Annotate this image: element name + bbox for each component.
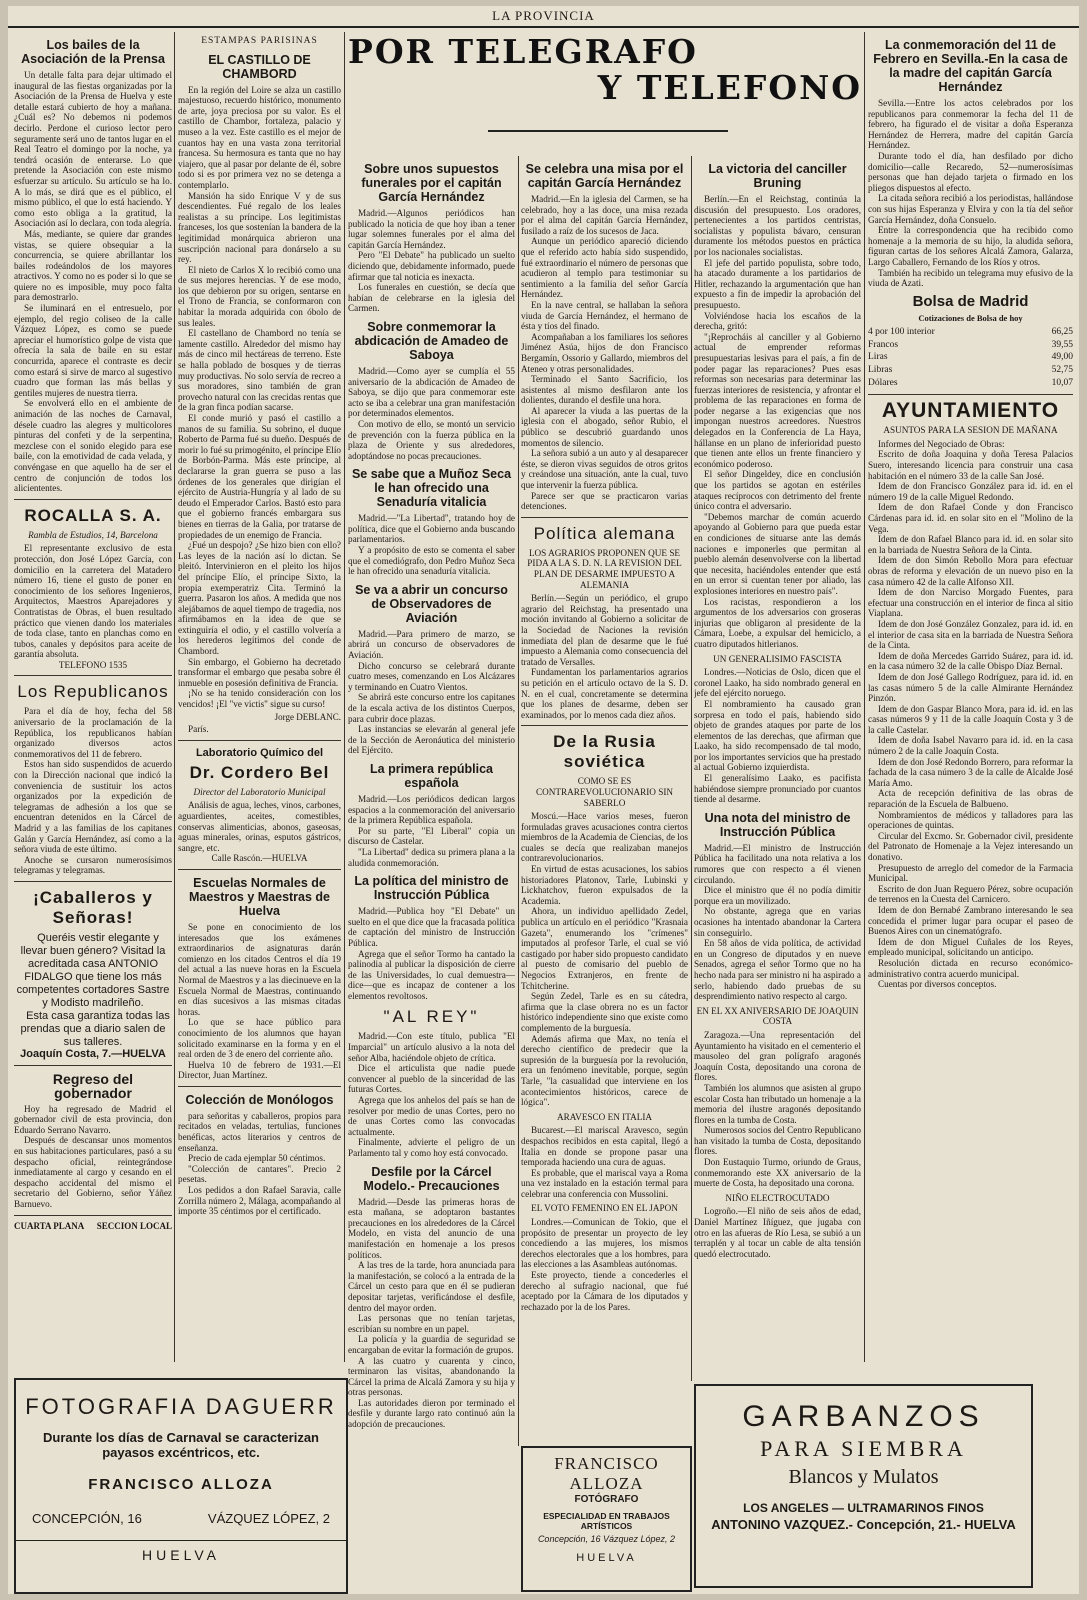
bolsa-value: 49,00: [1051, 352, 1073, 363]
article-headline: La primera república española: [370, 761, 493, 790]
article-paragraph: Idem de don Simón Rebollo Mora para efectuar obras de reforma y elevación de un nuevo piso en la casa número 42 de la calle Alfonso XII.: [868, 555, 1073, 587]
article-paragraph: Idem de don Miguel Cuñales de los Reyes, empleado municipal, solicitando un anticipo.: [868, 936, 1073, 958]
article-paragraph: Idem de don Bernabé Zambrano interesando le sea concedida el primer lugar para ocupar el paseo de Buenos Aires con un cinematógrafo.: [868, 904, 1073, 937]
bolsa-label: Dólares: [868, 377, 898, 388]
table-row: [868, 326, 1073, 339]
main-headline: [348, 34, 868, 106]
divider: [521, 725, 688, 726]
bolsa-value: 66,25: [1051, 327, 1073, 338]
article-paragraph: A las tres de la tarde, hora anunciada para la manifestación, se colocó a la entrada de la Cárcel un cesto para que en él se pudieran depositar tarjetas, verificándose el desfile, dentro del mayor orden.: [348, 1260, 515, 1313]
bolsa-header: Cotizaciones de Bolsa de hoy: [918, 312, 1023, 323]
article-headline: Una nota del ministro de Instrucción Pública: [704, 810, 851, 839]
article-paragraph: Madrid.—Publica hoy "El Debate" un suelto en el que dice que la fracasada política de captación del ministro de Instrucción Pública.: [348, 906, 515, 948]
article-headline: "AL REY": [383, 1007, 480, 1027]
article-paragraph: Don Eustaquio Turmo, oriundo de Graus, conmemorando este XX aniversario de la muerte de Costa, ha depositado una corona.: [694, 1157, 861, 1189]
article-paragraph: Idem de don Rafael Blanco para id. id. en solar sito en la barriada de Nuestra Señora de la Cinta.: [868, 534, 1073, 555]
table-row: [868, 351, 1073, 364]
article-paragraph: Huelva 10 de febrero de 1931.—El Director, Juan Martínez.: [178, 1059, 341, 1081]
article-paragraph: "Colección de cantares". Precio 2 pesetas.: [178, 1163, 341, 1185]
article-paragraph: Resolución dictada en recurso económico-administrativo contra acuerdo municipal.: [868, 957, 1073, 979]
newspaper-page: [8, 6, 1079, 1594]
article-paragraph: Madrid.—Con este título, publica "El Imparcial" un artículo alusivo a la nota del señor Alba, haciéndole objeto de crítica.: [348, 1031, 515, 1063]
article-paragraph: Idem de doña Isabel Navarro para id. id. en la casa número 2 de la calle Joaquín Costa.: [868, 735, 1073, 757]
article-paragraph: Después de descansar unos momentos en sus habitaciones particulares, pasó a su despacho oficial, reintegrándose inmediatamente al cargo y cesando en el despacho accidental del mismo el secretario del Gobierno, señor Yáñez Barnuevo.: [14, 1135, 172, 1209]
article-paragraph: Berlín.—Según un periódico, el grupo agrario del Reichstag, ha presentado una moción invitando al Gobierno a solicitar de la Sociedad de Naciones la revisión inmediata del plan de desarme que le fué impuesto a Alemania como consecuencia del tratado de Versalles.: [521, 593, 688, 667]
ad-title: FOTOGRAFIA DAGUERR: [25, 1394, 337, 1419]
ad-subheadline: Director del Laboratorio Municipal: [193, 786, 326, 797]
article-paragraph: Escrito de doña Joaquina y doña Teresa Palacios Suero, interesando licencia para construir una casa habitación en el número 33 de la calle San José.: [868, 449, 1073, 481]
ad-address-right: VÁZQUEZ LÓPEZ, 2: [207, 1511, 330, 1526]
article-paragraph: Terminado el Santo Sacrificio, los asistentes al mismo desfilaron ante los dolientes, durando el desfile una hora.: [521, 374, 688, 406]
article-paragraph: La policía y la guardia de seguridad se encargaban de evitar la formación de grupos.: [348, 1334, 515, 1355]
ad-fotografia-daguerr: [14, 1378, 348, 1594]
article-paragraph: Idem de doña Mercedes Garrido Suárez, para id. id. en la casa número 32 de la calle Obispo Díaz Bernal.: [868, 650, 1073, 672]
article-paragraph: Madrid.—En la iglesia del Carmen, se ha celebrado, hoy a las doce, una misa rezada por el alma del capitán García Hernández, fusilado a raíz de los sucesos de Jaca.: [521, 194, 688, 236]
ad-subheadline: Rambla de Estudios, 14, Barcelona: [28, 529, 158, 540]
ad-headline: ROCALLA S. A.: [24, 505, 162, 525]
article-paragraph: En la región del Loire se alza un castillo majestuoso, recuerdo histórico, monumento de arte, joya preciosa por su valor. Es el castillo de Chambor, fortaleza, palacio y museo a la vez. Este castillo es el mejor de cuantos hay en una vasta zona territorial francesa. Su hermosura es tanta que no hay viajero, que al pasar por delante de él, sobre todo si es por primera vez no se detenga a contemplarlo.: [178, 84, 341, 190]
bolsa-label: Liras: [868, 352, 888, 363]
article-paragraph: Idem de don José Gallego Rodríguez, para id. id. en las casas número 5 de la calle Almirante Hernández Pinzón.: [868, 671, 1073, 704]
divider: [868, 394, 1073, 395]
article-paragraph: Entre la correspondencia que ha recibido como homenaje a la memoria de su hijo, la aludida señora, figuran cartas de los señores Alcalá Zamora, Galarza, Largo Caballero, Fernando de los Ríos y otros.: [868, 225, 1073, 267]
ad-specialty: ESPECIALIDAD EN TRABAJOS ARTÍSTICOS: [543, 1511, 670, 1531]
table-row: [868, 364, 1073, 377]
article-paragraph: Aunque un periódico apareció diciendo que el referido acto había sido suspendido, fué extraordinario el número de personas que acudieron al templo para testimoniar su sentimiento a la familia del señor García Hernández.: [521, 236, 688, 300]
article-paragraph: A las cuatro y cuarenta y cinco, terminaron las visitas, abandonando la Cárcel la prima de Alcalá Zamora y su hija y otras personas.: [348, 1355, 515, 1398]
ad-paragraph: Esta casa garantiza todas las prendas que a diario salen de sus talleres.: [20, 1009, 170, 1048]
ad-name: FRANCISCO ALLOZA: [554, 1454, 659, 1493]
article-paragraph: Presupuesto de arreglo del comedor de la Farmacia Municipal.: [868, 862, 1073, 884]
ad-paragraph: Análisis de agua, leches, vinos, carbones, aguardientes, aceites, comestibles, conservas alimenticias, abonos, gaseosas, aguas minerales, orinas, esputos gástricos, sangre, etc.: [178, 800, 341, 853]
article-paragraph: Idem de don Rafael Conde y don Francisco Cárdenas para id. id. en solar sito en el "Molino de la Vega.: [868, 502, 1073, 534]
article-subheadline: ASUNTOS PARA LA SESION DE MAÑANA: [883, 425, 1058, 436]
article-paragraph: Se envolverá ello en el ambiente de animación de las noches de Carnaval, désele cuadro las alegres y multicolores pinturas del confeti y de la serpentina, mezclese con el sonido elegido para ese baile, con la emotividad de cada velada, y convéngase en que aquello ha de ser el centro de conjunción de todos los aliciententes.: [14, 398, 172, 494]
divider: [14, 1215, 172, 1216]
article-paragraph: Escrito de don Juan Reguero Pérez, sobre ocupación de terrenos en la Cuesta del Carnicero.: [868, 883, 1073, 905]
article-paragraph: "Debemos marchar de común acuerdo apoyando al Gobierno para que pueda estar en condiciones de situarse ante las demás naciones e imponerles que permitan al pueblo alemán desenvolverse con la libertad que necesita, haciéndoles entender que está en un error si cuentan tener por aliado, las explosiones interiores en nuestro país".: [694, 511, 861, 596]
article-paragraph: Las instancias se elevarán al general jefe de la Sección de Aeronáutica del ministerio del Ejército.: [348, 724, 515, 756]
article-subheadline: NIÑO ELECTROCUTADO: [725, 1192, 830, 1203]
article-paragraph: El nombramiento ha causado gran sorpresa en todo el país, habiendo sido objeto de grandes ataques por parte de los elementos de las derechas, que afirman que Laako, ha sido recompensado de tal modo, por los importantes servicios que ha prestado al actual Gobierno izquierdista.: [694, 698, 861, 773]
bolsa-label: 4 por 100 interior: [868, 327, 935, 338]
article-paragraph: Madrid.—El ministro de Instrucción Pública ha facilitado una nota relativa a los rumores que con respecto a él vienen circulando.: [694, 842, 861, 885]
article-paragraph: Acta de recepción definitiva de las obras de reparación de la Escuela de Balbueno.: [868, 788, 1073, 810]
article-paragraph: Moscú.—Hace varios meses, fueron formuladas graves acusaciones contra ciertos miembros de la Academia de Ciencias, de los cuales se decía que realizaban manejos contrarevolucionarios.: [521, 811, 688, 864]
article-paragraph: Para el día de hoy, fecha del 58 aniversario de la proclamación de la República, los republicanos habían organizado diversos actos conmemorativos del 11 de febrero.: [14, 706, 172, 759]
article-paragraph: El castellano de Chambord no tenía se lamente castillo. Alrededor del mismo hay más de cinco mil hectáreas de terreno. Este se halla poblado de bosques y de tierras muy productivas. No solo servía de recreo a sus moradores, sino también de gran provecho natural con las crecidas rentas que de la gran finca podían sacarse.: [178, 328, 341, 413]
article-paragraph: Y a propósito de esto se comenta el saber que el comediógrafo, don Pedro Muñoz Seca le han ofrecido una senaduría vitalicia.: [348, 545, 515, 577]
article-paragraph: Con motivo de ello, se montó un servicio de prevención con la fuerza pública en la plaza de Oriente y sus alrededores, adoptándose no pocas precauciones.: [348, 418, 515, 461]
ad-name: FRANCISCO ALLOZA: [88, 1476, 274, 1493]
article-paragraph: Berlín.—En el Reichstag, continúa la discusión del presupuesto. Los oradores, pertenecientes a los partidos centristas, socialistas y populista bávaro, censuran duramente los métodos puestos en práctica por los nacionales socialistas.: [694, 194, 861, 257]
ad-address: Joaquín Costa, 7.—HUELVA: [20, 1047, 166, 1060]
ad-address-left: CONCEPCIÓN, 16: [32, 1511, 142, 1526]
table-row: [868, 377, 1073, 390]
article-paragraph: para señoritas y caballeros, propios para recitados en veladas, tertulias, funciones benéficas, actos literarios y centros de enseñanza.: [178, 1110, 341, 1153]
article-paragraph: Un detalle falta para dejar ultimado el inaugural de las fiestas organizadas por la Asociación de la Prensa de Huelva y este detalle estará cubierto de hoy a mañana. ¿Cuál es? No debemos ni podemos decirlo. Perdone el curioso lector pero seguramente será uno de tantos lugar en el Real Teatro el domingo por la noche, ya tendrá ocasión de enterarse. Lo que pretende la Asociación con este mismo esfuerzar su artículo. Su artículo se ha lo. A lo más, se dirá que es el público, el mismo público, el que lo está haciendo. Y como esto obliga a la gratitud, la Asociación así lo declara, con toda alegría.: [14, 70, 172, 229]
article-headline: Se sabe que a Muñoz Seca le han ofrecido una Senaduría vitalicia: [351, 467, 512, 510]
article-headline: Sobre unos supuestos funerales por el capitán García Hernández: [361, 162, 502, 204]
divider: [178, 869, 341, 870]
ad-address: ANTONINO VAZQUEZ.- Concepción, 21.- HUELVA: [711, 1517, 1016, 1532]
column-rule: [174, 32, 175, 1362]
article-paragraph: Volviéndose hacia los escaños de la derecha, gritó:: [694, 310, 861, 332]
article-paragraph: Según Zedel, Tarle es en su cátedra, afirma que la clase obrera no es un factor histórico independiente sino que existe como complemento de la burguesía.: [521, 991, 688, 1033]
ad-headline: ¡Caballeros y Señoras!: [33, 887, 153, 927]
article-paragraph: Las personas que no tenían tarjetas, escribían su nombre en un papel.: [348, 1313, 515, 1334]
article-paragraph: Estos han sido suspendidos de acuerdo con la Dirección nacional que indicó la conveniencia de sustituir los actos organizados por la expedición de telegramas de adhesión a los que se encuentran detenidos en la Cárcel de Madrid y a las familias de los capitanes Galán y García Hernández, así como a la señora viuda de este último.: [14, 759, 172, 855]
article-paragraph: En 58 años de vida política, de actividad en un Congreso de diputados y en nueve Senados, agrega el señor Tormo que no ha hecho nada para ser ministro ni ha aspirado a serlo, habiendo dado pruebas de su desprendimiento nativo respecto al cargo.: [694, 938, 861, 1002]
article-paragraph: Agrega que el señor Tormo ha cantado la palinodia al publicar la disposición de cierre de las Universidades, lo cual demuestra—dice—que es incapaz de contener a los elementos revoltosos.: [348, 948, 515, 1001]
article-paragraph: Los racistas, respondieron a los argumentos de los adversarios con groseras injurias que obligaron al presidente de la Cámara, Loebe, a expulsar del hemiciclo, a cuatro diputados hitlerianos.: [694, 596, 861, 649]
article-headline: Los Republicanos: [17, 682, 169, 702]
ad-subtitle: PARA SIEMBRA: [760, 1436, 967, 1461]
article-headline: La victoria del canciller Bruning: [708, 162, 847, 190]
ad-city: HUELVA: [16, 1540, 346, 1563]
bolsa-value: 10,07: [1051, 377, 1073, 388]
article-paragraph: La citada señora recibió a los periodistas, hallándose con sus hijas Esperanza y Elvira y con la tía del señor García Hernández, doña Consuelo.: [868, 193, 1073, 225]
ad-title: GARBANZOS: [742, 1400, 985, 1433]
article-headline: Política alemana: [533, 523, 676, 543]
article-paragraph: Sin embargo, el Gobierno ha decretado transformar el embargo que pesaba sobre él inmueble en posesión definitiva de Francia.: [178, 656, 341, 688]
article-subheadline: LOS AGRARIOS PROPONEN QUE SE PIDA A LA S. D. N. LA REVISION DEL PLAN DE DESARME IMPUESTO A ALEMANIA: [527, 547, 682, 590]
article-paragraph: Además afirma que Max, no tenía el derecho científico de predecir que la supresión de la burguesía por la revolución, era un fenómeno inevitable, porque, según Tarle, "la casualidad que interviene en los acontecimientos históricos, carece de lógica".: [521, 1033, 688, 1108]
ad-address: Calle Rascón.—HUELVA: [211, 853, 308, 864]
ad-role: FOTÓGRAFO: [574, 1494, 639, 1505]
column-5: [694, 156, 861, 1378]
article-paragraph: Por su parte, "El Liberal" copia un discurso de Castelar.: [348, 825, 515, 847]
bolsa-label: Libras: [868, 365, 893, 376]
article-dateline: París.: [188, 724, 209, 735]
article-paragraph: Numerosos socios del Centro Republicano han visitado la tumba de Costa, depositando flores.: [694, 1125, 861, 1157]
article-paragraph: Madrid.—Desde las primeras horas de esta mañana, se adoptaron bastantes precauciones en los alrededores de la Cárcel Modelo, en vista del anuncio de una manifestación en homenaje a los presos políticos.: [348, 1196, 515, 1260]
column-2: [178, 32, 341, 1372]
divider: [14, 881, 172, 882]
column-rule: [344, 32, 345, 1362]
article-headline: Sobre conmemorar la abdicación de Amadeo de Saboya: [354, 319, 509, 362]
divider: [14, 1065, 172, 1066]
article-paragraph: Precio de cada ejemplar 50 céntimos.: [188, 1153, 326, 1164]
article-paragraph: Idem de don Narciso Morgado Fuentes, para efectuar una construcción en el interior de finca al sitio Viaplana.: [868, 587, 1073, 619]
article-headline: De la Rusia soviética: [553, 732, 656, 772]
article-paragraph: Al aparecer la viuda a las puertas de la iglesia con el abogado, señor Rubio, el público se descubrió guardando unos momentos de silencio.: [521, 405, 688, 448]
article-paragraph: Nombramientos de médicos y talladores para las operaciones de quintas.: [868, 809, 1073, 831]
article-paragraph: Madrid.—Algunos periódicos han publicado la noticia de que hoy iban a tener lugar solemnes funerales por el alma del capitán García Hernández.: [348, 208, 515, 250]
divider: [14, 675, 172, 676]
article-paragraph: En virtud de estas acusaciones, los sabios historiadores Platonov, Tarle, Lubinski y Lickhatchov, fueron expulsados de la Academia.: [521, 864, 688, 906]
column-rule: [518, 156, 519, 1446]
article-paragraph: También los alumnos que asisten al grupo escolar Costa han tributado un homenaje a la memoria del ilustre aragonés depositando flores en la tumba de Costa.: [694, 1082, 861, 1125]
article-paragraph: Más, mediante, se quiere dar grandes vistas, se quiere obsequiar a la concurrencia, se quiere abrillantar los bailes rodeándolos de los mayores atractivos. Y como no es poder si lo que se quiere no es imposible, muy poco falta para demostrarlo.: [14, 228, 172, 303]
article-paragraph: Cuentas por diversos conceptos.: [878, 979, 997, 990]
article-paragraph: Dice el articulista que nadie puede convencer al pueblo de la sinceridad de las futuras Cortes.: [348, 1063, 515, 1095]
headline-rule: [488, 130, 728, 132]
article-paragraph: "La Libertad" dedica su primera plana a la aludida conmemoración.: [348, 846, 515, 868]
article-paragraph: Madrid.—Los periódicos dedican largos espacios a la conmemoración del aniversario de la primera República española.: [348, 793, 515, 826]
article-headline: Desfile por la Cárcel Modelo.- Precauciones: [363, 1164, 500, 1193]
table-row: [868, 339, 1073, 352]
article-paragraph: En la nave central, se hallaban la señora viuda de García Hernández, el hermano de ésta y tíos del finado.: [521, 299, 688, 332]
column-6: [868, 32, 1073, 1372]
article-paragraph: Anoche se cursaron numerosísimos telegramas y telegramas.: [14, 854, 172, 876]
article-paragraph: "¡Reprocháis al canciller y al Gobierno actual de emprender reformas presupuestarias lesivas para el país, a fin de poder pagar las reparaciones? Pues esas reformas son necesarias para determinar las fuerzas interiores de resistencia, y afrontar el problema de las reparaciones en forma de poder negarse a las exigencias que nos impongan nuestros acreedores. Nuestros delegados en la Conferencia de La Haya, hállanse en un plano de inferioridad puesto que tienen ante ellos un frente financiero y económico poderoso.: [694, 331, 861, 469]
column-rule: [864, 32, 865, 1362]
article-paragraph: El señor Dingeldey, dice en conclusión que los partidos se agotan en estériles ataques recíprocos con detrimento del frente único contra el adversario.: [694, 469, 861, 512]
bolsa-label: Francos: [868, 339, 899, 350]
divider: [178, 740, 341, 741]
article-paragraph: Durante todo el día, han desfilado por dicho domicilio—calle Recaredo, 52—numerosísimas personas que han dejado tarjeta o firmado en los pliegos dispuestos al efecto.: [868, 150, 1073, 193]
article-headline: Los bailes de la Asociación de la Prensa: [21, 38, 165, 66]
masthead-title: LA PROVINCIA: [486, 8, 601, 24]
bolsa-value: 39,55: [1051, 339, 1073, 350]
article-headline: Bolsa de Madrid: [912, 292, 1029, 310]
ad-address: [16, 1511, 346, 1526]
column-1: [14, 32, 172, 1372]
article-headline: AYUNTAMIENTO: [881, 399, 1060, 423]
article-paragraph: Las autoridades dieron por terminado el desfile y durante largo rato continuó aún la adopción de precauciones.: [348, 1397, 515, 1430]
article-subheadline: ARAVESCO EN ITALIA: [556, 1111, 653, 1122]
ad-store: LOS ANGELES — ULTRAMARINOS FINOS: [743, 1501, 984, 1515]
article-subheadline: EN EL XX ANIVERSARIO DE JOAQUIN COSTA: [696, 1005, 859, 1027]
article-paragraph: Idem de don Francisco González para id. id. en el número 19 de la calle Miguel Redondo.: [868, 481, 1073, 502]
ad-paragraph: Queréis vestir elegante y llevar buen género? Visitad la acreditada casa ANTONIO FIDALGO que tiene los más competentes cortadores Sastre y Modisto madrileño.: [16, 931, 170, 1009]
ad-francisco-alloza: [521, 1446, 692, 1592]
article-paragraph: Idem de don José González Gonzalez, para id. id. en el interior de casa sita en la barriada de Nuestra Señora de la Cinta.: [868, 618, 1073, 651]
article-headline: Se celebra una misa por el capitán García Hernández: [525, 162, 684, 190]
article-signature: Jorge DEBLANC.: [274, 711, 341, 722]
article-paragraph: La señora subió a un auto y al desaparecer éste, se dieron vivas seguidos de otros gritos y creándose una situación, ante la cual, tuvo que intervenir la fuerza pública.: [521, 448, 688, 491]
divider: [178, 1086, 341, 1087]
article-paragraph: Dicho concurso se celebrará durante cuatro meses, comenzando en Los Alcázares y terminando en Cuatro Vientos.: [348, 660, 515, 692]
article-paragraph: Este proyecto, tiende a concederles el derecho al sufragio nacional, que fué aceptado por la Cámara de los diputados y rechazado por la de los Pares.: [521, 1270, 688, 1312]
article-paragraph: Finalmente, advierte el peligro de un Parlamento tal y como hoy está convocado.: [348, 1137, 515, 1158]
ad-line: Blancos y Mulatos: [788, 1466, 939, 1488]
ad-city: HUELVA: [576, 1552, 637, 1564]
article-headline: Colección de Monólogos: [185, 1092, 334, 1107]
article-paragraph: El conde murió y pasó el castillo a manos de su familia. Su sobrino, el duque Roberto de Parma fué su dueño. Después de morir lo fué su primogénito, el príncipe Elío de Borbón-Parma. Más este príncipe, al declararse la gran guerra se puso a las órdenes de los generales que dirigían el ejército de Austria-Hungría y al lado de su deudo el Emperador Carlos. Bastó esto para que el gobierno francés embargara sus bienes en tierras de la Galia, por tratarse de propiedades de un enemigo de Francia.: [178, 413, 341, 540]
article-paragraph: Logroño.—El niño de seis años de edad, Daniel Martínez Iñíguez, que jugaba con otro en las afueras de Río Lesa, se subió a un terraplén y al tocar un cable de alta tensión quedó electrocutado.: [694, 1206, 861, 1259]
article-paragraph: Dice el ministro que él no podía dimitir porque era un movilizado.: [694, 885, 861, 906]
article-headline: EL CASTILLO DE CHAMBORD: [208, 52, 311, 81]
article-paragraph: Hoy ha regresado de Madrid el gobernador civil de esta provincia, don Eduardo Serrano Navarro.: [14, 1103, 172, 1135]
article-headline: Escuelas Normales de Maestros y Maestras de Huelva: [188, 875, 331, 918]
ad-line: Durante los días de Carnaval se caracterizan payasos excéntricos, etc.: [42, 1430, 319, 1460]
article-paragraph: Se iluminará en el entresuelo, por ejemplo, del regio coliseo de la calle Vázquez López, es como se puede apreciar el humorístico golpe de vista que ofrecía la sala de baile en su estar concurrida, aparece el contraste es decir como estará si sirve de marco al sugestivo cuadro que forman las más bellas y gentiles mujeres de nuestra tierra.: [14, 303, 172, 398]
ad-kicker: Laboratorio Químico del: [195, 746, 324, 759]
article-paragraph: Idem de don José Redondo Borrero, para reformar la fachada de la casa número 3 de la calle de Alcalde José María Amo.: [868, 756, 1073, 788]
article-paragraph: El generalísimo Laako, es pacifista habiéndose siempre pronunciado por cuantos tiende al desarme.: [694, 773, 861, 805]
article-paragraph: Circular del Excmo. Sr. Gobernador civil, presidente del Patronato de Homenaje a la Vejez interesando un donativo.: [868, 830, 1073, 862]
article-paragraph: Fundamentan los parlamentarios agrarios su petición en el artículo octavo de la S. D. N. en el cual, concretamente se determina que los planes de desarme, deben ser examinados, por lo menos cada diez años.: [521, 667, 688, 720]
article-paragraph: Londres.—Comunican de Tokio, que el propósito de presentar un proyecto de ley concediendo a las mujeres, los mismos derechos electorales que a los hombres, para las elecciones a las Asambleas autónomas.: [521, 1217, 688, 1270]
article-headline: La política del ministro de Instrucción Pública: [354, 874, 509, 903]
section-footer-left: CUARTA PLANA: [14, 1220, 85, 1231]
article-paragraph: Idem de don Gaspar Blanco Mora, para id. id. en las casas números 9 y 11 de la calle Joaquín Costa y 3 de la calle Castelar.: [868, 703, 1073, 735]
article-paragraph: Mansión ha sido Enrique V y de sus descendientes. Fué regalo de los leales realistas a su príncipe. Los legitimistas franceses, los que sostenían la bandera de la legitimidad monárquica abrieron una suscripción nacional para donárselo a su rey.: [178, 190, 341, 265]
article-paragraph: Zaragoza.—Una representación del Ayuntamiento ha visitado en el cementerio el mausoleo del gran polígrafo aragonés Joaquín Costa, depositando una corona de flores.: [694, 1029, 861, 1083]
ad-phone: TELEFONO 1535: [58, 659, 128, 670]
article-paragraph: Agrega que los anhelos del país se han de resolver por medio de unas Cortes, pero no de unas Cortes como las convocadas actualmente.: [348, 1095, 515, 1137]
article-paragraph: Pero "El Debate" ha publicado un suelto diciendo que, debidamente informado, puede afirmar que tal noticia es inexacta.: [348, 250, 515, 282]
main-headline-line2: Y TELEFONO: [597, 68, 862, 107]
ad-garbanzos: [694, 1384, 1033, 1588]
article-paragraph: El jefe del partido populista, sobre todo, ha atacado duramente a los partidarios de Hitler, rechazando la argumentación que han expuesto a fin de impedir la aprobación del presupuesto.: [694, 257, 861, 310]
article-paragraph: Madrid.—"La Libertad", tratando hoy de política, dice que el Gobierno anda buscando parlamentarios.: [348, 513, 515, 545]
article-paragraph: Informes del Negociado de Obras:: [878, 438, 1005, 449]
article-paragraph: Acompañaban a los familiares los señores Jiménez Asúa, hijos de don Francisco Bergamín, Ossorio y Gallardo, miembros del Ateneo y otras personalidades.: [521, 331, 688, 374]
article-paragraph: Lo que se hace público para conocimiento de los alumnos que hayan solicitado examinarse en la forma y en el real orden de 3 de enero del corriente año.: [178, 1017, 341, 1060]
article-paragraph: Madrid.—Para primero de marzo, se abrirá un concurso de observadores de Aviación.: [348, 628, 515, 661]
column-rule: [691, 156, 692, 1381]
article-headline: La conmemoración del 11 de Febrero en Sevilla.-En la casa de la madre del capitán García Hernández: [873, 38, 1068, 94]
ad-headline: Dr. Cordero Bel: [189, 762, 330, 782]
article-paragraph: ¿Fué un despojo? ¿Se hizo bien con ello? Las leyes de la nación así lo dictan. Se pleitó. Intervinieron en el pleito los hijos del príncipe Elío, el príncipe Sixto, la propia exemperatriz Cita. Terminó la guerra. Pasaron los años. A medida que nos alejábamos de aquel tiempo de tragedia, nos afirmábamos en la idea de que se extinguiría el odio, y el castillo volvería a los herederos legítimos del conde de Chambord.: [178, 540, 341, 657]
article-paragraph: Bucarest.—El mariscal Aravesco, según despachos recibidos en esta capital, llegó a Italia en donde se propone pasar una temporada haciendo una cura de aguas.: [521, 1125, 688, 1168]
bolsa-value: 52,75: [1051, 365, 1073, 376]
article-headline: Regreso del gobernador: [52, 1070, 134, 1101]
article-paragraph: ¡No se ha tenido consideración con los vencidos! ¡El "ve victis" sigue su curso!: [178, 688, 341, 710]
article-paragraph: El nieto de Carlos X lo recibió como una de sus mejores herencias. Y de ese modo, los que debieron por su origen, sentarse en el Trono de Francia, se conformaron con habitar la morada adquirida con óbolo de sus leales.: [178, 264, 341, 328]
article-paragraph: Se abrirá este concurso entre los capitanes de la escala activa de los distintos Cuerpos, para cubrir doce plazas.: [348, 692, 515, 724]
article-subheadline: EL VOTO FEMENINO EN EL JAPON: [531, 1203, 678, 1214]
article-subheadline: COMO SE ES CONTRAREVOLUCIONARIO SIN SABERLO: [535, 776, 674, 808]
ad-address: Concepción, 16 Vázquez López, 2: [537, 1534, 676, 1544]
section-footer-right: SECCION LOCAL: [96, 1220, 172, 1231]
bolsa-table: [868, 326, 1073, 389]
article-paragraph: Los pedidos a don Rafael Saravia, calle Zorrilla número 2, Málaga, acompañando al importe 35 céntimos por el certificado.: [178, 1185, 341, 1217]
column-4: [521, 156, 688, 1436]
article-paragraph: También ha recibido un telegrama muy efusivo de la viuda de Azati.: [868, 267, 1073, 289]
article-headline: Se va a abrir un concurso de Observadores de Aviación: [355, 582, 508, 625]
article-paragraph: Sevilla.—Entre los actos celebrados por los republicanos para conmemorar la fecha del 11 de febrero, ha figurado el de visitar a doña Esperanza Hernández de Herrera, madre del capitán García Hernández.: [868, 98, 1073, 151]
article-paragraph: Es probable, que el mariscal vaya a Roma una vez instalado en la estación termal para celebrar una conferencia con Mussolini.: [521, 1167, 688, 1199]
article-paragraph: Parece ser que se practicaron varias detenciones.: [521, 490, 688, 512]
article-paragraph: Madrid.—Como ayer se cumplía el 55 aniversario de la abdicación de Amadeo de Saboya, se dijo que para conmemorar este acto se iba a celebrar una gran manifestación por determinados elementos.: [348, 365, 515, 419]
article-paragraph: No obstante, agrega que en varias ocasiones ha intentado abandonar la Cartera sin conseguirlo.: [694, 906, 861, 938]
divider: [14, 499, 172, 500]
ad-paragraph: El representante exclusivo de esta protección, don José López García, con domicilio en la carretera del Matadero número 16, tiene el gusto de poner en conocimiento de los señores Ingenieros, Arquitectos, Maestros Aparejadores y Contratistas de Obras, el buen resultado práctico que vienen dando los materiales de toda clase, tanto en planchas como en tubos, canales y depósitos para aceite de garantía absoluta.: [14, 543, 172, 660]
article-paragraph: Se pone en conocimiento de los interesados que los exámenes extraordinarios de asignaturas darán comienzo en los citados Centros el día 19 del actual a las nueve horas en la Escuela Normal de Maestros y a las diecinueve en la Escuela Normal de Maestras, continuando en días sucesivos a las mismas citadas horas.: [178, 921, 341, 1017]
section-footer: [14, 1221, 172, 1232]
article-paragraph: Los funerales en cuestión, se decía que habían de celebrarse en la iglesia del Carmen.: [348, 282, 515, 314]
article-paragraph: Ahora, un individuo apellidado Zedel, publica un artículo en el periódico "Krasnaia Gazeta", enumerando los "crímenes" imputados al profesor Tarle, el cual se vió castigado por haber sido propuesto candidato al puesto de comisario del pueblo de Negocios Extranjeros, en frente de Tchitcherine.: [521, 906, 688, 991]
divider: [521, 517, 688, 518]
column-3: [348, 156, 515, 1441]
main-headline-line1: POR TELEGRAFO: [348, 32, 698, 71]
article-subheadline: UN GENERALISIMO FASCISTA: [713, 653, 842, 664]
article-kicker: ESTAMPAS PARISINAS: [201, 36, 318, 46]
masthead: [8, 8, 1079, 28]
article-paragraph: Londres.—Noticias de Oslo, dicen que el coronel Laako, ha sido nombrado general en jefe del ejército noruego.: [694, 667, 861, 699]
